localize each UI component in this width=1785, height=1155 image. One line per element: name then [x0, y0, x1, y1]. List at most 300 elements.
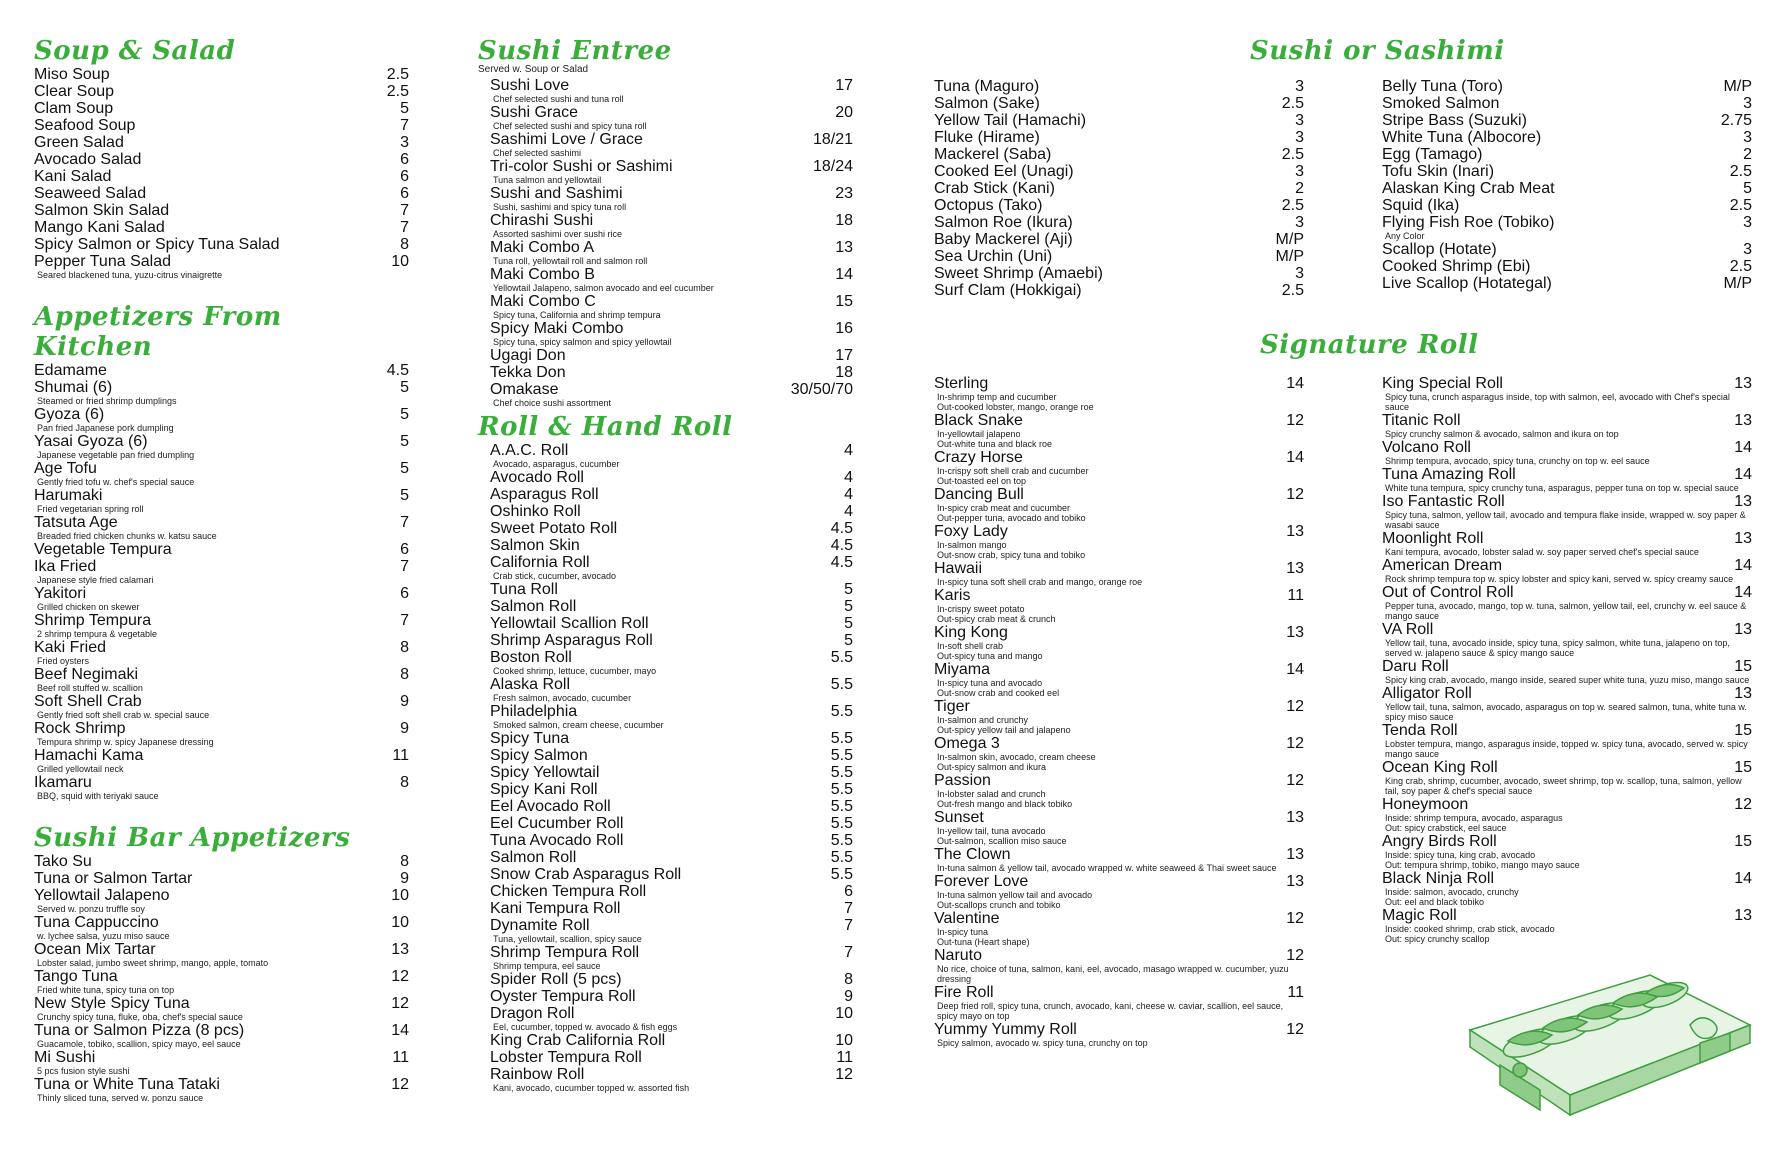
menu-item-price: 14	[391, 1022, 409, 1039]
sushi-sashimi-left-list	[934, 78, 1304, 299]
menu-item-price: 13	[391, 941, 409, 958]
menu-item-row	[490, 703, 853, 720]
menu-item-row	[934, 163, 1304, 180]
menu-item-name: Sushi Grace	[490, 104, 579, 121]
menu-item	[34, 100, 409, 117]
menu-item-row	[934, 486, 1304, 503]
menu-item-price: 14	[1734, 870, 1752, 887]
menu-item-name: Tuna or Salmon Tartar	[34, 870, 193, 887]
menu-item-name: Flying Fish Roe (Tobiko)	[1382, 214, 1555, 231]
menu-item-row	[490, 764, 853, 781]
menu-item-price: 7	[844, 900, 853, 917]
menu-item-name: Sashimi Love / Grace	[490, 131, 643, 148]
menu-item-description: Fresh salmon, avocado, cucumber	[493, 693, 632, 703]
menu-item-description: Out-spicy yellow tail and jalapeno	[937, 725, 1071, 735]
menu-item-row	[1382, 180, 1752, 197]
menu-item-description: Out-tuna (Heart shape)	[937, 937, 1030, 947]
menu-item-name: Rock Shrimp	[34, 720, 126, 737]
menu-item-row	[934, 910, 1304, 927]
menu-item	[490, 1049, 853, 1066]
menu-item-price: 8	[844, 971, 853, 988]
menu-item-row	[1382, 557, 1752, 574]
menu-item-name: Harumaki	[34, 487, 103, 504]
menu-item-price: 13	[1734, 493, 1752, 510]
menu-item-description: In-salmon mango	[937, 540, 1007, 550]
menu-item-description: Crunchy spicy tuna, fluke, oba, chef's special sauce	[37, 1012, 243, 1022]
menu-item	[1382, 466, 1752, 493]
sushi-bar-appetizers-list	[34, 853, 409, 1103]
menu-item-name: Tiger	[934, 698, 970, 715]
menu-item-name: Tenda Roll	[1382, 722, 1458, 739]
menu-item	[34, 666, 409, 693]
menu-item	[34, 433, 409, 460]
menu-item-name: Spicy Tuna	[490, 730, 570, 747]
menu-item-price: 17	[835, 347, 853, 364]
menu-item	[490, 131, 853, 158]
menu-item-description: Out: spicy crunchy scallop	[1385, 934, 1490, 944]
menu-item	[490, 917, 853, 944]
menu-item-description: Out-salmon, scallion miso sauce	[937, 836, 1067, 846]
menu-item-price: 13	[1734, 685, 1752, 702]
menu-item-description: Japanese style fried calamari	[37, 575, 154, 585]
menu-item	[1382, 375, 1752, 412]
menu-item	[1382, 129, 1752, 146]
menu-item-description: Grilled chicken on skewer	[37, 602, 140, 612]
menu-item-row	[490, 503, 853, 520]
menu-item-row	[1382, 412, 1752, 429]
menu-item-row	[490, 1066, 853, 1083]
menu-item-price: 2.5	[386, 83, 409, 100]
menu-item-row	[34, 83, 409, 100]
menu-item-price: 20	[835, 104, 853, 121]
menu-item-name: Age Tofu	[34, 460, 97, 477]
menu-item-description: Spicy tuna, spicy salmon and spicy yellowtail	[493, 337, 672, 347]
menu-item	[34, 362, 409, 379]
menu-item-price: 3	[1295, 129, 1304, 146]
menu-item	[1382, 95, 1752, 112]
menu-item-row	[934, 78, 1304, 95]
menu-item	[1382, 439, 1752, 466]
menu-item-price: 2.5	[1281, 146, 1304, 163]
menu-item-name: Sweet Shrimp (Amaebi)	[934, 265, 1103, 282]
menu-item-description: Japanese vegetable pan fried dumpling	[37, 450, 195, 460]
menu-item-row	[34, 100, 409, 117]
menu-item-row	[490, 798, 853, 815]
menu-item-description: Tuna roll, yellowtail roll and salmon roll	[493, 256, 648, 266]
menu-item-name: Sushi Love	[490, 77, 570, 94]
section-title-sushi-entree: Sushi Entree	[478, 36, 672, 66]
menu-item-price: 2.5	[1281, 282, 1304, 299]
menu-item-description: Spicy tuna, California and shrimp tempura	[493, 310, 661, 320]
menu-item-description: Inside: spicy tuna, king crab, avocado	[1385, 850, 1536, 860]
menu-item-price: 12	[391, 968, 409, 985]
menu-item-price: 11	[1287, 984, 1304, 1001]
menu-item	[1382, 180, 1752, 197]
menu-item-name: Soft Shell Crab	[34, 693, 142, 710]
menu-item	[34, 1022, 409, 1049]
menu-item-description: Kani, avocado, cucumber topped w. assorted fish	[493, 1083, 690, 1093]
menu-item-name: Green Salad	[34, 134, 124, 151]
menu-item-name: Maki Combo B	[490, 266, 595, 283]
menu-item-row	[490, 77, 853, 94]
menu-item-price: 13	[1286, 873, 1304, 890]
menu-item-price: M/P	[1275, 248, 1304, 265]
menu-item	[934, 873, 1304, 910]
menu-item-row	[490, 364, 853, 381]
menu-item-price: 6	[400, 541, 409, 558]
menu-item-price: 2.5	[386, 66, 409, 83]
menu-item-description: Tuna salmon and yellowtail	[493, 175, 602, 185]
menu-item-price: 6	[844, 883, 853, 900]
menu-item-name: Daru Roll	[1382, 658, 1449, 675]
menu-item-name: Boston Roll	[490, 649, 572, 666]
menu-item-price: 13	[1286, 809, 1304, 826]
menu-item-row	[490, 730, 853, 747]
menu-item-description: Shrimp tempura, eel sauce	[493, 961, 601, 971]
menu-item-row	[1382, 796, 1752, 813]
menu-item-price: 12	[1286, 486, 1304, 503]
menu-item-row	[34, 487, 409, 504]
menu-item-row	[1382, 129, 1752, 146]
menu-item-name: Scallop (Hotate)	[1382, 241, 1497, 258]
menu-item-name: Rainbow Roll	[490, 1066, 585, 1083]
menu-item-name: American Dream	[1382, 557, 1503, 574]
menu-item-name: Chirashi Sushi	[490, 212, 594, 229]
menu-item	[34, 83, 409, 100]
menu-item	[934, 1021, 1304, 1048]
menu-item-price: 8	[400, 774, 409, 791]
menu-item	[34, 887, 409, 914]
menu-item	[34, 460, 409, 487]
menu-item-price: 5.5	[830, 730, 853, 747]
menu-item-name: Tatsuta Age	[34, 514, 118, 531]
menu-item-row	[34, 941, 409, 958]
menu-item-row	[490, 849, 853, 866]
menu-item-price: 13	[835, 239, 853, 256]
menu-item-name: Titanic Roll	[1382, 412, 1461, 429]
menu-item	[1382, 759, 1752, 796]
menu-item-price: 3	[1743, 214, 1752, 231]
menu-item-description: In-soft shell crab	[937, 641, 1004, 651]
menu-item-row	[934, 95, 1304, 112]
menu-item-row	[490, 520, 853, 537]
menu-item-price: 18/24	[812, 158, 853, 175]
menu-item-price: 7	[400, 612, 409, 629]
menu-item-name: Fire Roll	[934, 984, 994, 1001]
menu-item-description: In-tuna salmon & yellow tail, avocado wrapped w. white seaweed & Thai sweet sauce	[937, 863, 1277, 873]
menu-item	[490, 503, 853, 520]
menu-item	[490, 347, 853, 364]
menu-item-name: Egg (Tamago)	[1382, 146, 1483, 163]
menu-item-price: 13	[1734, 412, 1752, 429]
menu-item-description: Gently fried tofu w. chef's special sauce	[37, 477, 195, 487]
section-title-signature-roll: Signature Roll	[1260, 330, 1479, 360]
menu-item-name: Yellowtail Scallion Roll	[490, 615, 649, 632]
menu-item-description: In-lobster salad and crunch	[937, 789, 1046, 799]
menu-item	[934, 163, 1304, 180]
menu-item-price: 9	[400, 870, 409, 887]
menu-item-row	[1382, 197, 1752, 214]
menu-item-name: Salmon Roll	[490, 849, 577, 866]
menu-item-row	[1382, 907, 1752, 924]
menu-item-description: Seared blackened tuna, yuzu-citrus vinaigrette	[37, 270, 223, 280]
menu-item-description: Out-spicy salmon and ikura	[937, 762, 1047, 772]
menu-item	[934, 661, 1304, 698]
menu-item	[490, 537, 853, 554]
menu-item-description: In-salmon skin, avocado, cream cheese	[937, 752, 1096, 762]
menu-item-row	[934, 197, 1304, 214]
menu-item-description: In-shrimp temp and cucumber	[937, 392, 1057, 402]
menu-item-row	[934, 560, 1304, 577]
menu-item-name: Sweet Potato Roll	[490, 520, 618, 537]
menu-item-row	[934, 984, 1304, 1001]
menu-item-price: 5	[844, 632, 853, 649]
menu-item-row	[1382, 833, 1752, 850]
menu-item-price: 3	[1295, 214, 1304, 231]
menu-item-description: In-spicy tuna	[937, 927, 989, 937]
menu-item-price: 13	[1734, 530, 1752, 547]
menu-item-price: 13	[1734, 621, 1752, 638]
menu-item-row	[1382, 258, 1752, 275]
menu-item-row	[490, 537, 853, 554]
menu-item-price: 4.5	[386, 362, 409, 379]
menu-item-price: 4	[844, 442, 853, 459]
menu-item-price: 14	[1286, 449, 1304, 466]
menu-item-name: Volcano Roll	[1382, 439, 1471, 456]
menu-item-price: 7	[844, 917, 853, 934]
signature-roll-left-list	[934, 375, 1304, 1048]
menu-item-description: Out-snow crab and cooked eel	[937, 688, 1060, 698]
menu-item-description: 2 shrimp tempura & vegetable	[37, 629, 158, 639]
menu-item-price: 3	[1295, 112, 1304, 129]
menu-item-description: Inside: shrimp tempura, avocado, asparagus	[1385, 813, 1563, 823]
menu-item	[934, 180, 1304, 197]
menu-item-name: Tri-color Sushi or Sashimi	[490, 158, 673, 175]
menu-item-price: 7	[400, 558, 409, 575]
menu-item-description: In-salmon and crunchy	[937, 715, 1029, 725]
menu-item-description: King crab, shrimp, cucumber, avocado, sweet shrimp, top w. scallop, tuna, salmon, yellow tail, soy paper & chef's special sauce	[1385, 776, 1742, 796]
soup-salad-list	[34, 66, 409, 280]
menu-item-row	[934, 180, 1304, 197]
sushi-sashimi-right-column	[1382, 78, 1752, 292]
menu-item	[490, 520, 853, 537]
menu-item-name: King Special Roll	[1382, 375, 1503, 392]
menu-item-name: Surf Clam (Hokkigai)	[934, 282, 1082, 299]
menu-item-description: Any Color	[1385, 231, 1425, 241]
menu-item-name: White Tuna (Albocore)	[1382, 129, 1542, 146]
menu-item-price: 5	[844, 615, 853, 632]
menu-item-price: 12	[835, 1066, 853, 1083]
column-2	[478, 36, 853, 1093]
menu-item-row	[1382, 493, 1752, 510]
menu-item-price: 5.5	[830, 747, 853, 764]
menu-item	[490, 1066, 853, 1093]
menu-item	[934, 95, 1304, 112]
menu-item-name: Spicy Yellowtail	[490, 764, 600, 781]
menu-item-name: King Kong	[934, 624, 1008, 641]
menu-item-price: 3	[1743, 129, 1752, 146]
menu-item-name: The Clown	[934, 846, 1011, 863]
menu-item-price: 12	[1286, 772, 1304, 789]
menu-item	[34, 995, 409, 1022]
menu-item-price: 5.5	[830, 649, 853, 666]
menu-item	[490, 615, 853, 632]
menu-item-row	[934, 587, 1304, 604]
menu-item	[490, 212, 853, 239]
menu-item-row	[34, 514, 409, 531]
menu-item-price: 5	[1743, 180, 1752, 197]
menu-item-name: Ugagi Don	[490, 347, 566, 364]
menu-item	[934, 129, 1304, 146]
menu-item-name: Magic Roll	[1382, 907, 1457, 924]
menu-item-price: 3	[1295, 265, 1304, 282]
menu-item-price: 3	[1295, 78, 1304, 95]
menu-item-price: 5	[844, 598, 853, 615]
menu-item-description: Grilled yellowtail neck	[37, 764, 124, 774]
menu-item-row	[34, 1049, 409, 1066]
menu-item-description: Out-fresh mango and black tobiko	[937, 799, 1073, 809]
menu-item-name: Tofu Skin (Inari)	[1382, 163, 1495, 180]
menu-item-price: 14	[1734, 439, 1752, 456]
menu-item-row	[34, 666, 409, 683]
menu-item-name: Sushi and Sashimi	[490, 185, 623, 202]
sushi-platter-illustration	[1460, 955, 1760, 1130]
menu-item-name: Mango Kani Salad	[34, 219, 165, 236]
menu-item-description: In-yellowtail jalapeno	[937, 429, 1021, 439]
menu-item	[34, 134, 409, 151]
menu-item-name: Salmon Roll	[490, 598, 577, 615]
appetizers-kitchen-list	[34, 362, 409, 801]
menu-item-row	[1382, 214, 1752, 231]
menu-item-name: Yasai Gyoza (6)	[34, 433, 148, 450]
menu-item-price: 4.5	[830, 537, 853, 554]
menu-item-row	[1382, 375, 1752, 392]
menu-item-name: Squid (Ika)	[1382, 197, 1460, 214]
menu-item	[490, 469, 853, 486]
menu-item-price: 9	[400, 720, 409, 737]
menu-item	[934, 231, 1304, 248]
menu-item-name: Yakitori	[34, 585, 87, 602]
menu-item-price: 5.5	[830, 676, 853, 693]
menu-item-price: 12	[1286, 698, 1304, 715]
menu-item-description: Fried oysters	[37, 656, 90, 666]
menu-item-name: Gyoza (6)	[34, 406, 105, 423]
menu-item-name: Salmon Skin	[490, 537, 580, 554]
menu-item-price: 9	[400, 693, 409, 710]
menu-item-price: 8	[400, 666, 409, 683]
menu-item-description: Crab stick, cucumber, avocado	[493, 571, 617, 581]
menu-item-name: Alaska Roll	[490, 676, 571, 693]
menu-item	[34, 541, 409, 558]
menu-item-name: Spicy Salmon	[490, 747, 588, 764]
menu-item-price: 4.5	[830, 554, 853, 571]
menu-item-name: New Style Spicy Tuna	[34, 995, 190, 1012]
menu-item	[1382, 833, 1752, 870]
menu-item-row	[490, 239, 853, 256]
menu-item-name: Shrimp Tempura Roll	[490, 944, 640, 961]
menu-item-name: Seafood Soup	[34, 117, 136, 134]
menu-item-description: w. lychee salsa, yuzu miso sauce	[37, 931, 170, 941]
menu-item-description: Lobster salad, jumbo sweet shrimp, mango, apple, tomato	[37, 958, 269, 968]
menu-item-price: 8	[400, 853, 409, 870]
menu-item	[34, 639, 409, 666]
menu-item-price: 2.5	[1729, 163, 1752, 180]
menu-item	[34, 168, 409, 185]
menu-item	[934, 846, 1304, 873]
sushi-sashimi-right-list	[1382, 78, 1752, 292]
menu-item-price: 4	[844, 503, 853, 520]
menu-item-price: 13	[1286, 624, 1304, 641]
menu-item-row	[1382, 584, 1752, 601]
menu-item-description: Chef choice sushi assortment	[493, 398, 612, 408]
menu-item-price: 13	[1286, 523, 1304, 540]
menu-item-price: 11	[1287, 587, 1304, 604]
menu-item-row	[490, 917, 853, 934]
menu-item	[490, 815, 853, 832]
menu-item-price: 15	[1734, 658, 1752, 675]
menu-item-price: 10	[391, 914, 409, 931]
menu-item-description: Out-cooked lobster, mango, orange roe	[937, 402, 1094, 412]
menu-item-row	[34, 379, 409, 396]
menu-item-description: Fried vegetarian spring roll	[37, 504, 144, 514]
menu-item-price: 12	[1734, 796, 1752, 813]
menu-item	[490, 971, 853, 988]
menu-item-price: 5	[400, 433, 409, 450]
menu-item	[490, 598, 853, 615]
menu-item-description: Out-scallops crunch and tobiko	[937, 900, 1061, 910]
menu-item-description: Out: eel and black tobiko	[1385, 897, 1485, 907]
menu-item	[34, 236, 409, 253]
menu-item-name: Edamame	[34, 362, 107, 379]
menu-item-price: 4	[844, 486, 853, 503]
menu-item-price: 5.5	[830, 832, 853, 849]
menu-item-row	[34, 639, 409, 656]
menu-item-name: Alligator Roll	[1382, 685, 1472, 702]
menu-item-price: 2.5	[1729, 197, 1752, 214]
menu-item-row	[490, 781, 853, 798]
menu-item-description: Served w. ponzu truffle soy	[37, 904, 145, 914]
column-1	[34, 36, 409, 1103]
menu-item	[34, 914, 409, 941]
menu-item-price: 6	[400, 168, 409, 185]
menu-item-price: 4.5	[830, 520, 853, 537]
menu-item-name: Crab Stick (Kani)	[934, 180, 1055, 197]
menu-item-row	[34, 720, 409, 737]
menu-item-name: Spicy Kani Roll	[490, 781, 598, 798]
menu-item-price: 15	[1734, 833, 1752, 850]
menu-item-row	[934, 412, 1304, 429]
menu-item-row	[1382, 78, 1752, 95]
menu-item-description: Yellow tail, tuna, salmon, avocado, asparagus on top w. seared salmon, tuna, white tuna w. spicy miso sauce	[1385, 702, 1747, 722]
menu-item-row	[934, 112, 1304, 129]
menu-item-price: 7	[400, 219, 409, 236]
menu-item	[1382, 530, 1752, 557]
menu-item-description: Spicy crunchy salmon & avocado, salmon and ikura on top	[1385, 429, 1619, 439]
menu-item-price: 12	[1286, 735, 1304, 752]
menu-item-row	[490, 581, 853, 598]
menu-item-row	[1382, 163, 1752, 180]
menu-item-name: Spicy Maki Combo	[490, 320, 624, 337]
menu-item-name: Kani Salad	[34, 168, 112, 185]
menu-item-name: Snow Crab Asparagus Roll	[490, 866, 682, 883]
menu-item	[490, 730, 853, 747]
menu-item-price: 14	[835, 266, 853, 283]
menu-item-row	[34, 433, 409, 450]
menu-item-row	[34, 362, 409, 379]
menu-item-description: No rice, choice of tuna, salmon, kani, eel, avocado, masago wrapped w. cucumber, yuzu dressing	[937, 964, 1289, 984]
menu-item-description: Chef selected sushi and tuna roll	[493, 94, 624, 104]
menu-item-price: 5.5	[830, 798, 853, 815]
